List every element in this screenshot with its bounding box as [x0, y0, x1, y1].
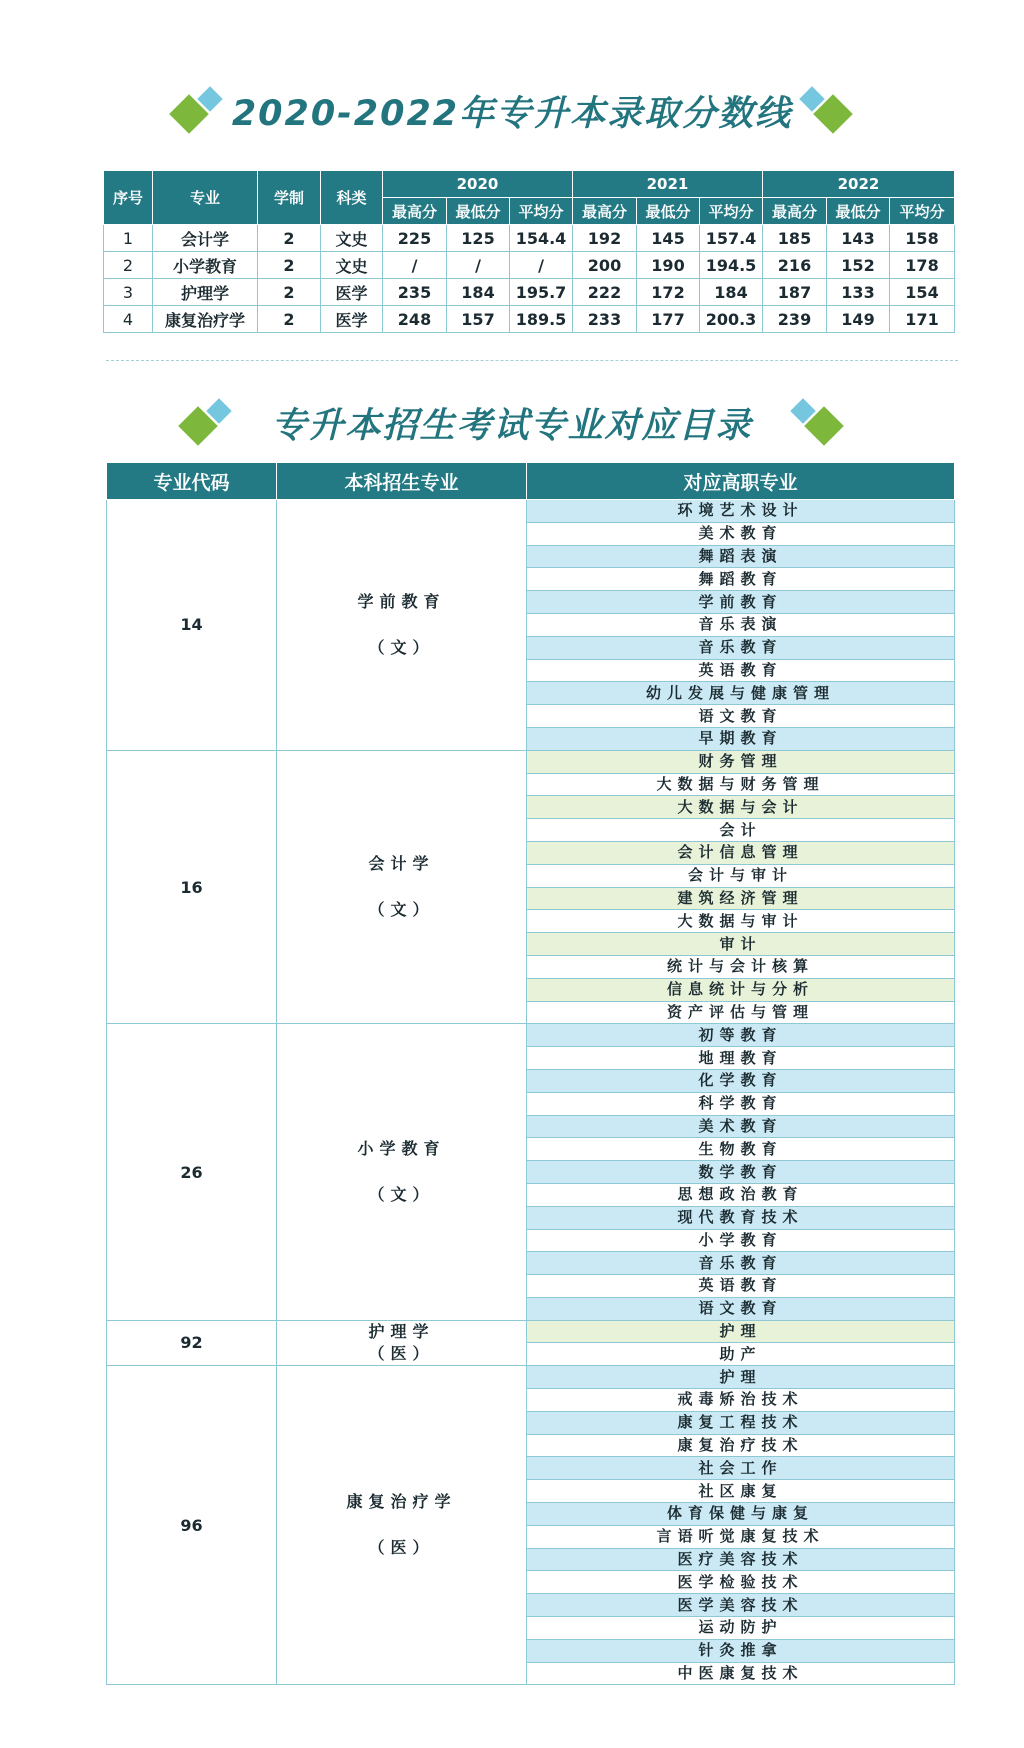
- score-cell: 194.5: [700, 252, 763, 279]
- score-header-avg: 平均分: [700, 198, 763, 225]
- score-header-year: 2020: [383, 171, 573, 198]
- section-divider: [106, 360, 958, 361]
- vocational-major: 环境艺术设计: [527, 500, 955, 523]
- undergrad-major-name: 护理学: [368, 1321, 435, 1341]
- row-index: 4: [104, 306, 153, 333]
- row-index: 2: [104, 252, 153, 279]
- row-category: 医学: [321, 306, 383, 333]
- row-major: 康复治疗学: [153, 306, 258, 333]
- undergrad-major-name: 会计学: [368, 854, 435, 874]
- table-row: [107, 1366, 955, 1389]
- row-category: 文史: [321, 252, 383, 279]
- vocational-major: 小学教育: [527, 1229, 955, 1252]
- vocational-major: 运动防护: [527, 1617, 955, 1640]
- major-code: 92: [107, 1320, 277, 1366]
- vocational-major: 医疗美容技术: [527, 1548, 955, 1571]
- row-index: 1: [104, 225, 153, 252]
- score-header-duration: 学制: [258, 171, 321, 225]
- score-cell: 235: [383, 279, 447, 306]
- score-table: [103, 170, 955, 333]
- diamond-decoration-icon: [797, 88, 857, 134]
- vocational-major: 中医康复技术: [527, 1662, 955, 1685]
- vocational-major: 美术教育: [527, 1115, 955, 1138]
- score-cell: 171: [890, 306, 955, 333]
- undergrad-major: [277, 750, 527, 1024]
- vocational-major: 会计: [527, 819, 955, 842]
- score-cell: 158: [890, 225, 955, 252]
- score-cell: 185: [763, 225, 827, 252]
- score-cell: 157: [447, 306, 510, 333]
- score-title-block: [0, 86, 1024, 136]
- vocational-major: 学前教育: [527, 591, 955, 614]
- row-duration: 2: [258, 279, 321, 306]
- score-header-major: 专业: [153, 171, 258, 225]
- score-cell: 172: [637, 279, 700, 306]
- score-cell: 145: [637, 225, 700, 252]
- vocational-major: 体育保健与康复: [527, 1503, 955, 1526]
- vocational-major: 美术教育: [527, 522, 955, 545]
- table-row: [104, 279, 955, 306]
- row-major: 小学教育: [153, 252, 258, 279]
- row-category: 医学: [321, 279, 383, 306]
- score-header-min: 最低分: [827, 198, 890, 225]
- score-cell: 189.5: [510, 306, 573, 333]
- diamond-decoration-icon: [167, 88, 227, 134]
- header-vocational: 对应高职专业: [527, 463, 955, 500]
- score-cell: 248: [383, 306, 447, 333]
- score-cell: 154.4: [510, 225, 573, 252]
- vocational-major: 会计与审计: [527, 864, 955, 887]
- score-cell: 200: [573, 252, 637, 279]
- undergrad-major: [277, 500, 527, 751]
- catalog-title-block: [0, 398, 1024, 448]
- score-header-row-1: [104, 171, 955, 198]
- vocational-major: 言语听觉康复技术: [527, 1525, 955, 1548]
- table-row: [104, 252, 955, 279]
- vocational-major: 语文教育: [527, 1297, 955, 1320]
- score-cell: 187: [763, 279, 827, 306]
- undergrad-major-type: （文）: [368, 637, 435, 657]
- row-duration: 2: [258, 252, 321, 279]
- vocational-major: 康复治疗技术: [527, 1434, 955, 1457]
- major-code: 96: [107, 1366, 277, 1685]
- undergrad-major-type: （文）: [368, 900, 435, 920]
- score-header-max: 最高分: [383, 198, 447, 225]
- vocational-major: 音乐教育: [527, 636, 955, 659]
- score-cell: 225: [383, 225, 447, 252]
- undergrad-major: [277, 1024, 527, 1320]
- score-cell: 192: [573, 225, 637, 252]
- vocational-major: 数学教育: [527, 1161, 955, 1184]
- vocational-major: 幼儿发展与健康管理: [527, 682, 955, 705]
- score-header-max: 最高分: [763, 198, 827, 225]
- vocational-major: 财务管理: [527, 750, 955, 773]
- score-cell: 233: [573, 306, 637, 333]
- vocational-major: 医学检验技术: [527, 1571, 955, 1594]
- vocational-major: 护理: [527, 1320, 955, 1343]
- undergrad-major: [277, 1366, 527, 1685]
- score-header-index: 序号: [104, 171, 153, 225]
- diamond-decoration-icon: [788, 400, 848, 446]
- vocational-major: 建筑经济管理: [527, 887, 955, 910]
- catalog-section-title: 专升本招生考试专业对应目录: [271, 406, 753, 446]
- vocational-major: 针灸推拿: [527, 1639, 955, 1662]
- vocational-major: 统计与会计核算: [527, 955, 955, 978]
- vocational-major: 化学教育: [527, 1069, 955, 1092]
- score-header-category: 科类: [321, 171, 383, 225]
- score-cell: 143: [827, 225, 890, 252]
- vocational-major: 戒毒矫治技术: [527, 1389, 955, 1412]
- vocational-major: 语文教育: [527, 705, 955, 728]
- score-section-title: 2020-2022年专升本录取分数线: [231, 94, 793, 134]
- score-header-max: 最高分: [573, 198, 637, 225]
- vocational-major: 音乐表演: [527, 613, 955, 636]
- diamond-decoration-icon: [176, 400, 236, 446]
- score-cell: 178: [890, 252, 955, 279]
- score-cell: 195.7: [510, 279, 573, 306]
- row-duration: 2: [258, 306, 321, 333]
- score-cell: 184: [700, 279, 763, 306]
- table-row: [104, 306, 955, 333]
- vocational-major: 大数据与财务管理: [527, 773, 955, 796]
- score-cell: 184: [447, 279, 510, 306]
- vocational-major: 审计: [527, 933, 955, 956]
- score-header-year: 2022: [763, 171, 955, 198]
- score-cell: /: [383, 252, 447, 279]
- score-cell: 177: [637, 306, 700, 333]
- score-cell: 149: [827, 306, 890, 333]
- score-header-min: 最低分: [637, 198, 700, 225]
- vocational-major: 早期教育: [527, 727, 955, 750]
- vocational-major: 地理教育: [527, 1047, 955, 1070]
- major-code: 14: [107, 500, 277, 751]
- vocational-major: 生物教育: [527, 1138, 955, 1161]
- table-row: [104, 225, 955, 252]
- vocational-major: 医学美容技术: [527, 1594, 955, 1617]
- header-undergrad: 本科招生专业: [277, 463, 527, 500]
- score-cell: 190: [637, 252, 700, 279]
- vocational-major: 社会工作: [527, 1457, 955, 1480]
- vocational-major: 康复工程技术: [527, 1411, 955, 1434]
- score-header-min: 最低分: [447, 198, 510, 225]
- vocational-major: 社区康复: [527, 1480, 955, 1503]
- major-code: 16: [107, 750, 277, 1024]
- score-cell: 157.4: [700, 225, 763, 252]
- score-header-avg: 平均分: [510, 198, 573, 225]
- score-header-avg: 平均分: [890, 198, 955, 225]
- undergrad-major-type: （文）: [368, 1185, 435, 1204]
- score-cell: 200.3: [700, 306, 763, 333]
- vocational-major: 信息统计与分析: [527, 978, 955, 1001]
- vocational-major: 英语教育: [527, 1275, 955, 1298]
- score-cell: 239: [763, 306, 827, 333]
- row-major: 护理学: [153, 279, 258, 306]
- score-cell: /: [447, 252, 510, 279]
- score-cell: /: [510, 252, 573, 279]
- major-code: 26: [107, 1024, 277, 1320]
- undergrad-major-name: 康复治疗学: [346, 1492, 457, 1512]
- catalog-header-row: [107, 463, 955, 500]
- vocational-major: 思想政治教育: [527, 1183, 955, 1206]
- score-cell: 133: [827, 279, 890, 306]
- vocational-major: 大数据与审计: [527, 910, 955, 933]
- vocational-major: 科学教育: [527, 1092, 955, 1115]
- score-cell: 216: [763, 252, 827, 279]
- score-cell: 222: [573, 279, 637, 306]
- table-row: [107, 750, 955, 773]
- row-category: 文史: [321, 225, 383, 252]
- row-index: 3: [104, 279, 153, 306]
- table-row: [107, 500, 955, 523]
- row-major: 会计学: [153, 225, 258, 252]
- vocational-major: 助产: [527, 1343, 955, 1366]
- vocational-major: 舞蹈表演: [527, 545, 955, 568]
- vocational-major: 英语教育: [527, 659, 955, 682]
- vocational-major: 资产评估与管理: [527, 1001, 955, 1024]
- major-catalog-table: [106, 462, 955, 1685]
- score-cell: 125: [447, 225, 510, 252]
- undergrad-major-type: （医）: [368, 1343, 435, 1363]
- undergrad-major-name: 学前教育: [357, 591, 446, 611]
- score-cell: 152: [827, 252, 890, 279]
- table-row: [107, 1320, 955, 1343]
- vocational-major: 大数据与会计: [527, 796, 955, 819]
- undergrad-major-type: （医）: [368, 1538, 435, 1558]
- vocational-major: 会计信息管理: [527, 841, 955, 864]
- table-row: [107, 1024, 955, 1047]
- undergrad-major: [277, 1320, 527, 1366]
- vocational-major: 音乐教育: [527, 1252, 955, 1275]
- vocational-major: 护理: [527, 1366, 955, 1389]
- row-duration: 2: [258, 225, 321, 252]
- score-header-year: 2021: [573, 171, 763, 198]
- vocational-major: 舞蹈教育: [527, 568, 955, 591]
- vocational-major: 初等教育: [527, 1024, 955, 1047]
- vocational-major: 现代教育技术: [527, 1206, 955, 1229]
- header-code: 专业代码: [107, 463, 277, 500]
- undergrad-major-name: 小学教育: [357, 1139, 446, 1158]
- score-cell: 154: [890, 279, 955, 306]
